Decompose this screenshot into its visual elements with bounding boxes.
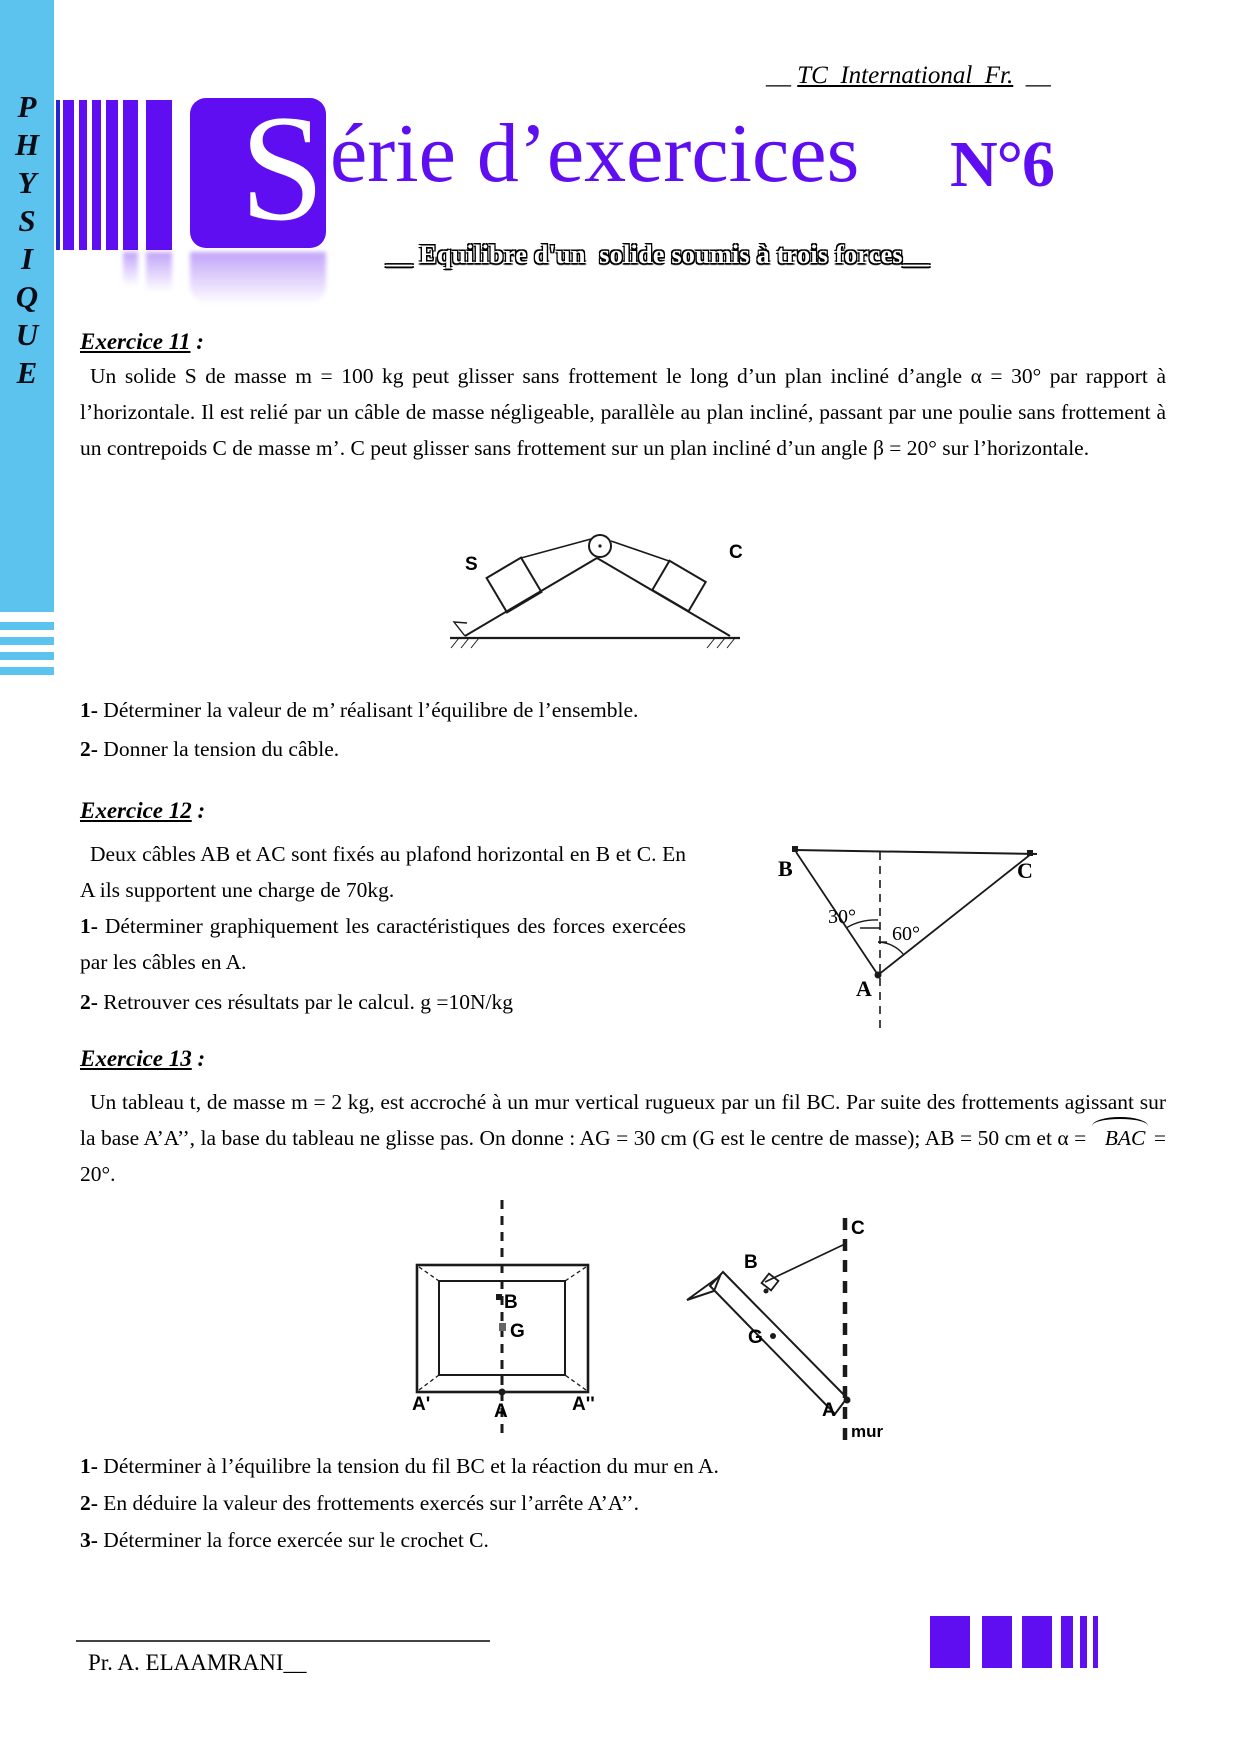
label-point-g: G <box>748 1327 763 1348</box>
label-point-b: B <box>744 1252 758 1273</box>
point-b <box>496 1294 502 1300</box>
left-incline-30deg <box>465 558 597 636</box>
footer-block <box>1061 1616 1073 1668</box>
ground-hatch <box>461 638 469 648</box>
course-tag-text: TC International Fr. <box>797 62 1014 89</box>
frame-miter <box>419 1375 439 1390</box>
sidebar-physique <box>0 0 54 612</box>
sidebar-letter: S <box>18 203 36 238</box>
question-number: 3- <box>80 1528 98 1552</box>
question-text: Déterminer la valeur de m’ réalisant l’équilibre de l’ensemble. <box>103 698 639 722</box>
header-bar <box>123 100 138 250</box>
frame-side-tip <box>687 1276 720 1300</box>
exercise-11-heading-colon: : <box>190 329 204 354</box>
question-text: En déduire la valeur des frottements exercés sur l’arrête A’A’’. <box>103 1491 639 1515</box>
body-text: Un tableau t, de masse m = 2 kg, est accroché à un mur vertical rugueux par un fil BC. Par suite des frottements agissant sur la base A’A’’, la base du tableau ne glisse pas. On donne : AG = 30 cm (G est le centre de masse); AB = 50 cm et α = <box>80 1090 1166 1150</box>
sidebar-letter: P <box>17 89 37 124</box>
point-a <box>499 1389 506 1396</box>
question-text: Déterminer la force exercée sur le crochet C. <box>103 1528 489 1552</box>
label-wall: mur <box>851 1422 884 1441</box>
exercise-13-heading-colon: : <box>191 1046 206 1071</box>
question-number: 1- <box>80 1454 98 1478</box>
point-g <box>770 1333 776 1339</box>
exercise-12-heading-text: Exercice 12 <box>80 798 192 823</box>
sidebar-stripe <box>0 637 54 645</box>
sidebar-letter: Q <box>15 279 39 314</box>
figure-frame-front <box>400 1196 610 1443</box>
question-number: 1- <box>80 698 98 722</box>
bar-reflection <box>146 252 172 292</box>
exercise-13-heading <box>80 1046 205 1072</box>
label-point-a: A <box>494 1401 508 1422</box>
label-point-b: B <box>504 1292 518 1313</box>
footer-block <box>930 1616 970 1668</box>
label-angle-30: 30° <box>828 906 856 928</box>
sidebar-stripe <box>0 622 54 630</box>
figure-frame-side <box>622 1200 892 1455</box>
frame-miter <box>419 1267 439 1281</box>
label-point-a: A <box>856 976 872 1001</box>
exercise-12-body: Deux câbles AB et AC sont fixés au plafond horizontal en B et C. En A ils supportent une charge de 70kg. <box>80 842 686 902</box>
question-text: Déterminer graphiquement les caractéristiques des forces exercées par les câbles en A. <box>80 914 686 974</box>
label-point-a-prime: A' <box>412 1394 431 1415</box>
sidebar-letter: I <box>20 241 34 276</box>
question-text: Retrouver ces résultats par le calcul. g =10N/kg <box>103 990 514 1014</box>
question-text: Déterminer à l’équilibre la tension du fil BC et la réaction du mur en A. <box>103 1454 719 1478</box>
sidebar-stripe <box>0 667 54 675</box>
question-text: Donner la tension du câble. <box>103 737 340 761</box>
exercise-12-question-1 <box>80 908 686 980</box>
exercise-11-heading-text: Exercice 11 <box>80 329 191 354</box>
exercise-11-question-2 <box>80 731 339 767</box>
exercise-13-heading-text: Exercice 13 <box>80 1046 192 1071</box>
course-tag <box>766 62 1051 90</box>
question-number: 1- <box>80 914 98 938</box>
pulley-axle <box>598 544 601 547</box>
ground-hatch <box>717 638 725 648</box>
header-bar <box>146 100 172 250</box>
logo-reflection <box>190 252 326 304</box>
label-angle-60: 60° <box>892 923 920 945</box>
wire-bc <box>765 1244 845 1282</box>
exercise-11-question-1 <box>80 692 638 728</box>
exercise-12-heading-colon: : <box>191 798 206 823</box>
header-bar <box>92 100 101 250</box>
exercise-11-body: Un solide S de masse m = 100 kg peut glisser sans frottement le long d’un plan incliné d’angle α = 30° par rapport à l’horizontale. Il est relié par un câble de masse négligeable, parallèle au plan incliné, passant par une poulie sans frottement à un contrepoids C de masse m’. C peut glisser sans frottement sur un plan incliné d’un angle β = 20° sur l’horizontale. <box>80 364 1166 460</box>
ground-hatch <box>471 638 479 648</box>
author-signature: Pr. A. ELAAMRANI__ <box>88 1650 307 1675</box>
exercise-11-heading <box>80 329 204 355</box>
cable-left <box>521 539 591 558</box>
frame-miter <box>565 1267 586 1281</box>
block-s <box>487 558 542 613</box>
footer-block <box>1093 1616 1098 1668</box>
point-a <box>875 972 882 979</box>
point-a <box>844 1397 851 1404</box>
label-point-a-second: A'' <box>572 1394 595 1415</box>
title-initial: S <box>240 84 325 252</box>
ground-hatch <box>451 638 459 648</box>
ground-hatch <box>727 638 735 648</box>
point-g-marker <box>499 1323 506 1331</box>
label-point-c: C <box>851 1218 865 1239</box>
angle-hat-bac: BAC <box>1092 1120 1149 1156</box>
ground-hatch <box>707 638 715 648</box>
exercise-12-heading <box>80 798 205 824</box>
sidebar-stripe <box>0 652 54 660</box>
header-bar <box>79 100 87 250</box>
block-c <box>652 561 705 612</box>
header-bar <box>63 100 74 250</box>
label-block-s: S <box>465 554 478 575</box>
question-number: 2- <box>80 1491 98 1515</box>
cable-right <box>611 541 669 561</box>
ceiling-line <box>795 850 1037 854</box>
sidebar-letter: U <box>15 317 39 352</box>
course-tag-suffix: __ <box>1013 62 1051 89</box>
body-text: = 20°. <box>80 1126 1166 1186</box>
frame-side-profile <box>710 1272 847 1414</box>
exercise-13-body <box>80 1084 1166 1192</box>
label-point-b: B <box>778 856 793 881</box>
header-bar <box>56 100 60 250</box>
sidebar-letter: H <box>14 127 40 162</box>
exercise-13-question-2 <box>80 1485 639 1521</box>
label-point-a: A <box>822 1400 836 1421</box>
figure-cables-ceiling <box>690 836 1062 1041</box>
sidebar-letter: E <box>16 355 38 390</box>
footer-divider <box>76 1640 490 1642</box>
frame-miter <box>565 1375 586 1390</box>
question-number: 2- <box>80 990 98 1014</box>
exercise-13-question-3 <box>80 1522 489 1558</box>
page-subtitle: __ Equilibre d'un solide soumis à trois forces__ <box>386 240 930 269</box>
point-b <box>792 846 798 852</box>
page-title: érie d’exercices <box>330 107 860 200</box>
corner-flag <box>454 622 467 636</box>
figure-inclined-planes <box>445 518 755 663</box>
title-number: N°6 <box>950 128 1055 201</box>
footer-block <box>1022 1616 1052 1668</box>
question-number: 2- <box>80 737 98 761</box>
label-point-g: G <box>510 1321 525 1342</box>
footer-decoration <box>930 1616 1098 1668</box>
label-point-c: C <box>1017 858 1033 883</box>
cable-ac <box>878 854 1031 975</box>
header-bar <box>106 100 118 250</box>
exercise-13-question-1 <box>80 1448 719 1484</box>
point-b <box>764 1289 769 1294</box>
footer-block <box>982 1616 1012 1668</box>
exercise-12-question-2 <box>80 984 513 1020</box>
bar-reflection <box>123 252 138 286</box>
sidebar-letter: Y <box>17 165 37 200</box>
label-block-c: C <box>729 542 743 563</box>
footer-block <box>1080 1616 1087 1668</box>
course-tag-prefix: __ <box>766 62 798 89</box>
